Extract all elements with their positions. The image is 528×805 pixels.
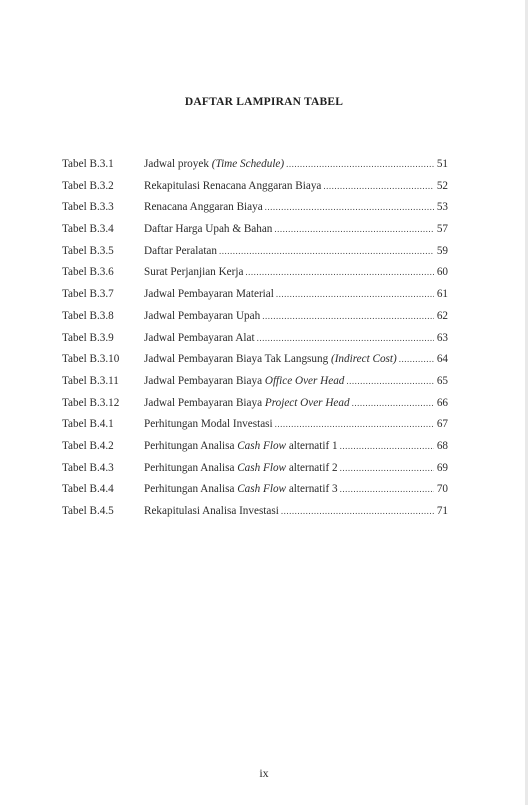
dot-leader: [340, 441, 434, 451]
table-entry: [144, 418, 448, 430]
table-code: Tabel B.4.2: [62, 439, 114, 452]
table-code: Tabel B.3.9: [62, 331, 114, 344]
table-entry: [144, 353, 448, 365]
page-reference: 57: [436, 223, 448, 236]
table-code: Tabel B.4.4: [62, 483, 114, 496]
dot-leader: [346, 376, 433, 386]
dot-leader: [323, 181, 433, 191]
page-reference: 64: [436, 353, 448, 366]
list-item[interactable]: [62, 462, 448, 484]
title-italic: Office Over Head: [264, 374, 345, 387]
table-entry: [144, 223, 448, 235]
table-title: [144, 158, 284, 170]
table-code: Tabel B.3.3: [62, 201, 114, 214]
page-reference: 67: [436, 418, 448, 431]
title-text: Jadwal Pembayaran Material: [144, 288, 274, 301]
title-text: Jadwal Pembayaran Biaya: [144, 396, 265, 409]
table-code: Tabel B.3.5: [62, 244, 114, 257]
table-entry: [144, 332, 448, 344]
list-item[interactable]: [62, 288, 448, 310]
page-reference: 63: [436, 331, 448, 344]
dot-leader: [219, 246, 434, 256]
title-text: Surat Perjanjian Kerja: [144, 266, 244, 279]
title-text: Renacana Anggaran Biaya: [144, 201, 263, 214]
page-title: DAFTAR LAMPIRAN TABEL: [184, 96, 344, 108]
page-reference: 62: [436, 309, 448, 322]
table-title: [144, 483, 338, 495]
table-title: [144, 418, 273, 430]
title-text: Perhitungan Analisa: [144, 483, 238, 496]
title-text: Rekapitulasi Analisa Investasi: [144, 505, 279, 517]
list-item[interactable]: [62, 158, 448, 180]
table-code: Tabel B.3.12: [62, 396, 120, 409]
title-text: Perhitungan Analisa: [144, 461, 238, 474]
page-reference: 59: [436, 244, 448, 257]
title-italic: Cash Flow: [237, 461, 287, 474]
title-text: Jadwal Pembayaran Upah: [144, 309, 261, 322]
table-entry: [144, 397, 448, 409]
page-reference: 66: [436, 396, 448, 409]
table-title: [144, 505, 279, 517]
table-code: Tabel B.3.2: [62, 179, 114, 192]
page-reference: 68: [436, 439, 448, 452]
title-italic: Cash Flow: [237, 439, 287, 452]
table-list: [62, 158, 448, 527]
title-text: Jadwal Pembayaran Alat: [144, 331, 255, 344]
dot-leader: [265, 202, 434, 212]
list-item[interactable]: [62, 483, 448, 505]
table-entry: [144, 158, 448, 170]
dot-leader: [352, 398, 434, 408]
dot-leader: [340, 484, 434, 494]
title-suffix: alternatif 3: [286, 483, 338, 496]
table-entry: [144, 483, 448, 495]
table-code: Tabel B.3.6: [62, 266, 114, 279]
list-item[interactable]: [62, 310, 448, 332]
dot-leader: [286, 159, 434, 169]
title-text: Daftar Harga Upah & Bahan: [144, 223, 273, 236]
title-italic: (Indirect Cost): [330, 353, 397, 366]
table-code: Tabel B.3.10: [62, 353, 120, 366]
list-item[interactable]: [62, 418, 448, 440]
table-entry: [144, 310, 448, 322]
dot-leader: [262, 311, 434, 321]
table-title: [144, 332, 255, 344]
table-code: Tabel B.3.4: [62, 223, 114, 236]
table-entry: [144, 462, 448, 474]
table-title: [144, 223, 272, 235]
dot-leader: [399, 354, 434, 364]
table-code: Tabel B.3.1: [62, 158, 114, 170]
list-item[interactable]: [62, 332, 448, 354]
list-item[interactable]: [62, 180, 448, 202]
title-suffix: alternatif 2: [286, 461, 338, 474]
table-title: [144, 180, 321, 192]
title-text: Daftar Peralatan: [144, 244, 217, 257]
title-text: Perhitungan Analisa: [144, 439, 238, 452]
table-title: [144, 245, 217, 257]
table-title: [144, 201, 263, 213]
table-title: [144, 310, 260, 322]
page-reference: 53: [436, 201, 448, 214]
title-italic: Project Over Head: [264, 396, 350, 409]
list-item[interactable]: [62, 440, 448, 462]
list-item[interactable]: [62, 397, 448, 419]
dot-leader: [340, 463, 434, 473]
dot-leader: [257, 333, 434, 343]
page-number: ix: [259, 766, 269, 780]
table-code: Tabel B.4.5: [62, 505, 114, 517]
title-italic: (Time Schedule): [211, 158, 285, 170]
table-title: [144, 462, 338, 474]
table-entry: [144, 288, 448, 300]
table-title: [144, 375, 344, 387]
table-entry: [144, 180, 448, 192]
table-code: Tabel B.4.3: [62, 461, 114, 474]
title-suffix: alternatif 1: [286, 439, 338, 452]
list-item[interactable]: [62, 201, 448, 223]
page-reference: 71: [436, 505, 448, 517]
list-item[interactable]: [62, 223, 448, 245]
title-italic: Cash Flow: [237, 483, 287, 496]
page-reference: 52: [436, 179, 448, 192]
table-code: Tabel B.3.7: [62, 288, 114, 301]
page-reference: 70: [436, 483, 448, 496]
table-title: [144, 440, 338, 452]
table-code: Tabel B.3.11: [62, 374, 119, 387]
list-item[interactable]: [62, 505, 448, 527]
table-code: Tabel B.4.1: [62, 418, 114, 431]
dot-leader: [276, 289, 434, 299]
table-entry: [144, 266, 448, 278]
title-text: Perhitungan Modal Investasi: [144, 418, 273, 431]
table-entry: [144, 245, 448, 257]
title-text: Rekapitulasi Renacana Anggaran Biaya: [144, 179, 322, 192]
list-item[interactable]: [62, 353, 448, 375]
title-text: Jadwal proyek: [144, 158, 212, 170]
page-reference: 60: [436, 266, 448, 279]
dot-leader: [281, 506, 434, 516]
dot-leader: [275, 419, 434, 429]
table-entry: [144, 375, 448, 387]
table-title: [144, 266, 243, 278]
table-entry: [144, 440, 448, 452]
page-reference: 51: [436, 158, 448, 170]
table-title: [144, 288, 274, 300]
title-text: Jadwal Pembayaran Biaya Tak Langsung: [144, 353, 331, 366]
list-item[interactable]: [62, 245, 448, 267]
table-title: [144, 397, 350, 409]
page-reference: 69: [436, 461, 448, 474]
table-code: Tabel B.3.8: [62, 309, 114, 322]
table-entry: [144, 505, 448, 517]
table-title: [144, 353, 397, 365]
list-item[interactable]: [62, 375, 448, 397]
page-reference: 61: [436, 288, 448, 301]
dot-leader: [245, 267, 433, 277]
dot-leader: [274, 224, 433, 234]
list-item[interactable]: [62, 266, 448, 288]
table-entry: [144, 201, 448, 213]
page-reference: 65: [436, 374, 448, 387]
title-text: Jadwal Pembayaran Biaya: [144, 374, 265, 387]
